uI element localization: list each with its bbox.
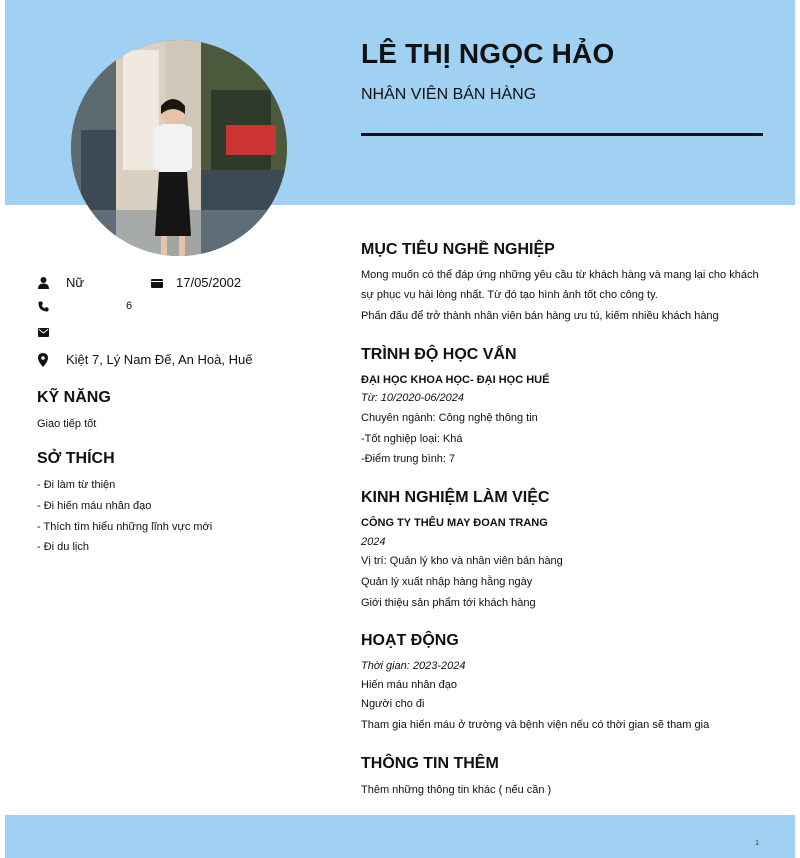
objective-line: sự phục vụ hài lòng nhất. Từ đó tạo hình ảnh tốt cho công ty. xyxy=(361,289,658,301)
job-title: NHÂN VIÊN BÁN HÀNG xyxy=(361,86,537,103)
profile-photo xyxy=(71,40,287,256)
education-line: Chuyên ngành: Công nghệ thông tin xyxy=(361,412,538,424)
experience-year: 2024 xyxy=(361,536,386,548)
email-row xyxy=(37,326,66,338)
experience-line: Giới thiệu sản phẩm tới khách hàng xyxy=(361,597,536,609)
phone-row xyxy=(37,300,132,312)
email-icon xyxy=(37,326,49,338)
page-number: 1 xyxy=(755,840,759,847)
objective-line: Mong muốn có thể đáp ứng những yêu cầu từ khách hàng và mang lại cho khách xyxy=(361,269,759,281)
candidate-name: LÊ THỊ NGỌC HẢO xyxy=(361,38,615,69)
education-line: -Tốt nghiệp loại: Khá xyxy=(361,433,463,445)
phone-value: 6 xyxy=(126,300,133,312)
experience-line: Vị trí: Quản lý kho và nhân viên bán hàng xyxy=(361,555,563,567)
experience-heading: KINH NGHIỆM LÀM VIỆC xyxy=(361,489,550,506)
activities-line: Người cho đi xyxy=(361,698,425,710)
hobby-item: - Đi làm từ thiện xyxy=(37,479,116,491)
experience-line: Quản lý xuất nhập hàng hằng ngày xyxy=(361,576,533,588)
hobby-item: - Thích tìm hiểu những lĩnh vực mới xyxy=(37,521,213,533)
activities-line: Hiến máu nhân đạo xyxy=(361,679,458,691)
gender-row xyxy=(37,275,84,290)
hobbies-heading: SỞ THÍCH xyxy=(37,450,115,467)
birthday-row xyxy=(151,275,241,290)
user-icon xyxy=(37,277,49,289)
education-line: -Điểm trung bình: 7 xyxy=(361,453,456,465)
additional-line: Thêm những thông tin khác ( nếu cần ) xyxy=(361,784,552,796)
footer-band xyxy=(5,815,795,858)
address-row xyxy=(37,352,252,367)
birthday-value: 17/05/2002 xyxy=(176,275,242,290)
objective-line: Phấn đấu để trở thành nhân viên bán hàng ưu tú, kiếm nhiều khách hàng xyxy=(361,310,719,322)
location-icon xyxy=(37,354,49,366)
activities-heading: HOẠT ĐỘNG xyxy=(361,632,459,649)
address-value: Kiệt 7, Lý Nam Đế, An Hoà, Huế xyxy=(66,352,253,367)
phone-icon xyxy=(37,300,49,312)
skills-heading: KỸ NĂNG xyxy=(37,389,111,406)
additional-heading: THÔNG TIN THÊM xyxy=(361,755,499,772)
activities-line: Tham gia hiến máu ở trường và bệnh viện nếu có thời gian sẽ tham gia xyxy=(361,719,710,731)
experience-company: CÔNG TY THÊU MAY ĐOAN TRANG xyxy=(361,517,548,529)
objective-heading: MỤC TIÊU NGHỀ NGHIỆP xyxy=(361,241,555,258)
skill-item: Giao tiếp tốt xyxy=(37,418,97,430)
education-heading: TRÌNH ĐỘ HỌC VẤN xyxy=(361,346,517,363)
profile-photo-image xyxy=(71,40,287,256)
hobby-item: - Đi du lịch xyxy=(37,541,89,553)
gender-value: Nữ xyxy=(66,275,85,290)
education-school: ĐẠI HỌC KHOA HỌC- ĐẠI HỌC HUẾ xyxy=(361,374,550,386)
hobby-item: - Đi hiến máu nhân đạo xyxy=(37,500,152,512)
calendar-icon xyxy=(151,277,163,289)
header-divider xyxy=(361,133,763,136)
education-period: Từ: 10/2020-06/2024 xyxy=(361,392,464,404)
activities-period: Thời gian: 2023-2024 xyxy=(361,660,466,672)
